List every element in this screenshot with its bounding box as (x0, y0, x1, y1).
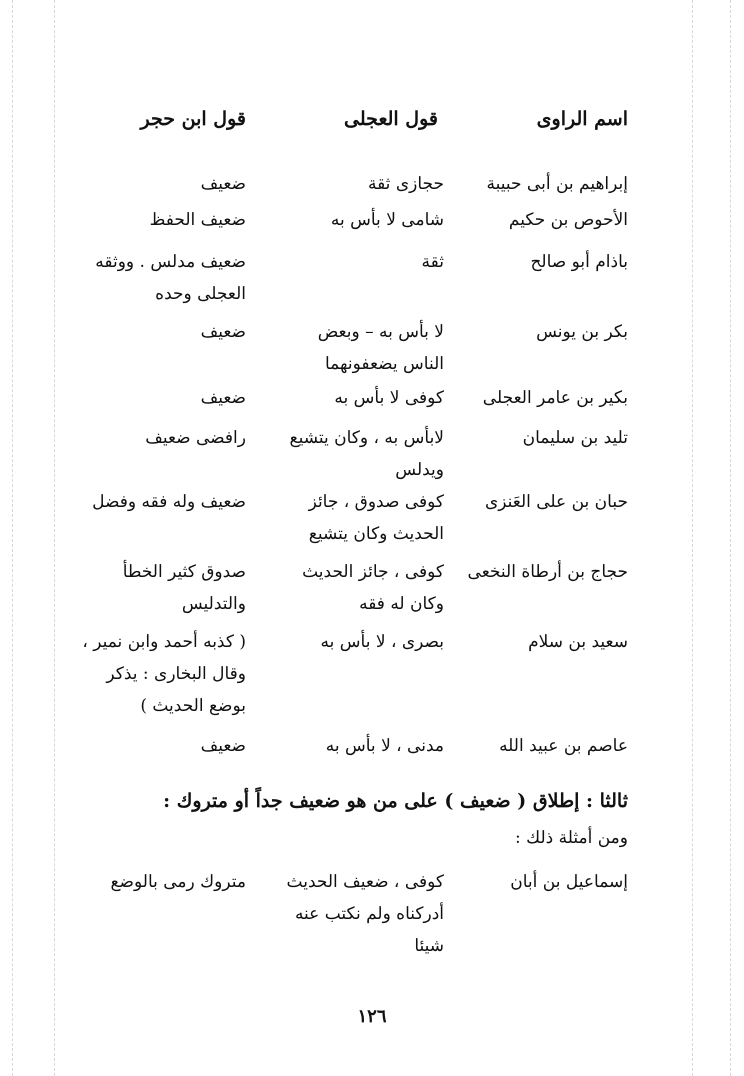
ibn-hajar-saying-cell (74, 204, 246, 236)
cell-line: كوفى لا بأس به (334, 388, 444, 408)
scan-guide-line (730, 0, 731, 1076)
narrator-name-cell (448, 168, 628, 200)
ibn-hajar-saying-cell (74, 730, 246, 762)
ibn-hajar-saying-cell (74, 168, 246, 200)
cell-line: مدنى ، لا بأس به (325, 736, 444, 756)
cell-line: العجلى وحده (155, 284, 246, 304)
ijli-saying-cell (259, 316, 444, 380)
narrator-name-cell (448, 246, 628, 278)
ijli-saying-cell (259, 866, 444, 962)
ijli-saying-cell (259, 168, 444, 200)
ijli-saying-cell (259, 730, 444, 762)
header-ibn-hajar-saying: قول ابن حجر (140, 108, 246, 130)
ijli-saying-cell (259, 382, 444, 414)
narrator-name-cell (448, 626, 628, 658)
cell-line: ضعيف (200, 174, 246, 194)
cell-line: ضعيف (200, 736, 246, 756)
scan-guide-line (692, 0, 693, 1076)
cell-line: ويدلس (395, 460, 444, 480)
cell-line: بصرى ، لا بأس به (320, 632, 444, 652)
narrator-name-cell (448, 382, 628, 414)
cell-line: ضعيف وله فقه وفضل (92, 492, 246, 512)
ijli-saying-cell (259, 246, 444, 278)
cell-line: أدركناه ولم نكتب عنه (294, 904, 444, 924)
ibn-hajar-saying-cell (74, 316, 246, 348)
cell-line: رافضى ضعيف (145, 428, 246, 448)
cell-line: باذام أبو صالح (530, 252, 628, 272)
table-header (0, 108, 744, 138)
ibn-hajar-saying-cell (74, 246, 246, 310)
cell-line: الحديث وكان يتشيع (308, 524, 444, 544)
header-ijli-saying: قول العجلى (344, 108, 438, 130)
cell-line: صدوق كثير الخطأ (122, 562, 246, 582)
cell-line: ضعيف الحفظ (149, 210, 246, 230)
narrator-name-cell (448, 316, 628, 348)
cell-line: حجازى ثقة (367, 174, 444, 194)
cell-line: شامى لا بأس به (330, 210, 444, 230)
cell-line: تليد بن سليمان (522, 428, 628, 448)
ibn-hajar-saying-cell (74, 866, 246, 898)
cell-line: الأحوص بن حكيم (508, 210, 628, 230)
section-intro: ومن أمثلة ذلك : (515, 828, 628, 848)
cell-line: حجاج بن أرطاة النخعى (467, 562, 628, 582)
cell-line: شيئا (414, 936, 444, 956)
cell-line: كوفى صدوق ، جائز (308, 492, 444, 512)
narrator-name-cell (448, 866, 628, 898)
ijli-saying-cell (259, 626, 444, 658)
narrator-name-cell (448, 486, 628, 518)
ibn-hajar-saying-cell (74, 382, 246, 414)
cell-line: لا بأس به – وبعض (317, 322, 444, 342)
cell-line: إسماعيل بن أبان (510, 872, 628, 892)
cell-line: سعيد بن سلام (528, 632, 628, 652)
cell-line: كوفى ، جائز الحديث (302, 562, 444, 582)
ijli-saying-cell (259, 486, 444, 550)
ijli-saying-cell (259, 556, 444, 620)
cell-line: كوفى ، ضعيف الحديث (286, 872, 444, 892)
ibn-hajar-saying-cell (74, 486, 246, 518)
cell-line: ضعيف (200, 388, 246, 408)
cell-line: ضعيف مدلس . ووثقه (95, 252, 246, 272)
cell-line: ثقة (421, 252, 444, 272)
cell-line: متروك رمى بالوضع (110, 872, 246, 892)
ibn-hajar-saying-cell (74, 626, 246, 722)
narrator-name-cell (448, 204, 628, 236)
section-heading: ثالثا : إطلاق ( ضعيف ) على من هو ضعيف جداً أو متروك : (163, 790, 628, 812)
ibn-hajar-saying-cell (74, 422, 246, 454)
cell-line: ضعيف (200, 322, 246, 342)
header-narrator-name: اسم الراوى (536, 108, 628, 130)
narrator-name-cell (448, 556, 628, 588)
cell-line: وقال البخارى : يذكر (106, 664, 246, 684)
narrator-name-cell (448, 422, 628, 454)
ijli-saying-cell (259, 422, 444, 486)
ijli-saying-cell (259, 204, 444, 236)
ibn-hajar-saying-cell (74, 556, 246, 620)
cell-line: ( كذبه أحمد وابن نمير ، (82, 632, 246, 652)
cell-line: والتدليس (181, 594, 246, 614)
cell-line: بكر بن يونس (536, 322, 628, 342)
page-number: ١٢٦ (357, 1006, 387, 1027)
scan-guide-line (12, 0, 13, 1076)
cell-line: بوضع الحديث ) (140, 696, 246, 716)
narrator-name-cell (448, 730, 628, 762)
cell-line: وكان له فقه (359, 594, 444, 614)
cell-line: عاصم بن عبيد الله (499, 736, 628, 756)
cell-line: إبراهيم بن أبى حبيبة (486, 174, 628, 194)
scan-guide-line (54, 0, 55, 1076)
cell-line: لابأس به ، وكان يتشيع (289, 428, 444, 448)
cell-line: الناس يضعفونهما (325, 354, 444, 374)
cell-line: حبان بن على العَنزى (484, 492, 628, 512)
cell-line: بكير بن عامر العجلى (482, 388, 628, 408)
